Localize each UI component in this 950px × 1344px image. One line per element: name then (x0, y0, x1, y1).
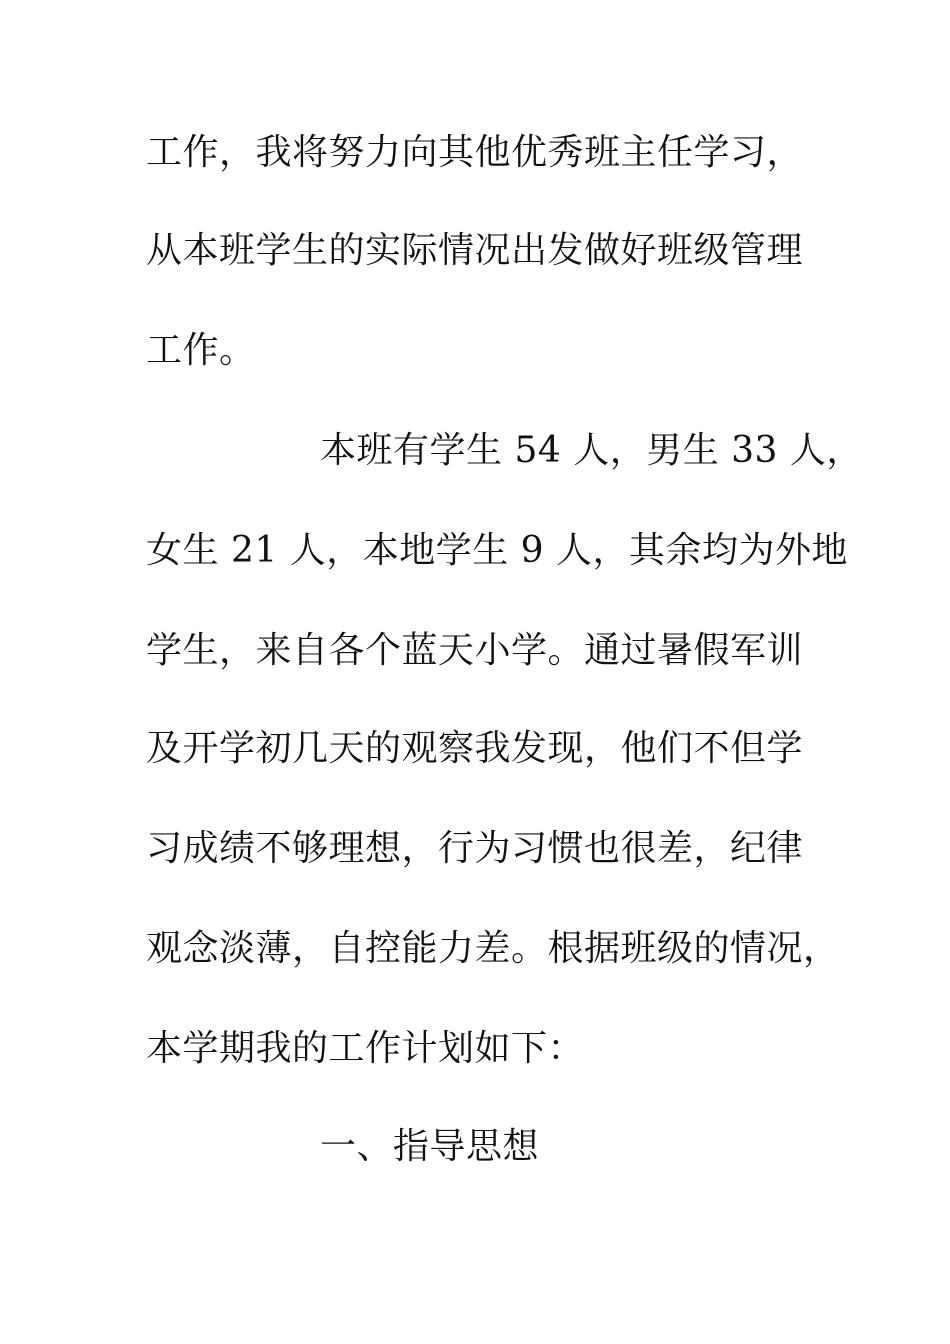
paragraph-line-9: 观念淡薄，自控能力差。根据班级的情况， (146, 928, 840, 969)
paragraph-line-5: 女生 21 人，本地学生 9 人，其余均为外地 (146, 530, 848, 571)
paragraph-line-1: 工作，我将努力向其他优秀班主任学习， (146, 132, 804, 173)
paragraph-line-7: 及开学初几天的观察我发现，他们不但学 (146, 728, 804, 769)
section-heading: 一、指导思想 (320, 1126, 540, 1167)
paragraph-line-4: 本班有学生 54 人，男生 33 人， (320, 430, 863, 471)
paragraph-line-2: 从本班学生的实际情况出发做好班级管理 (146, 230, 804, 271)
paragraph-line-3: 工作。 (146, 330, 256, 371)
paragraph-line-6: 学生，来自各个蓝天小学。通过暑假军训 (146, 630, 804, 671)
paragraph-line-8: 习成绩不够理想，行为习惯也很差，纪律 (146, 828, 804, 869)
paragraph-line-10: 本学期我的工作计划如下： (146, 1028, 585, 1069)
